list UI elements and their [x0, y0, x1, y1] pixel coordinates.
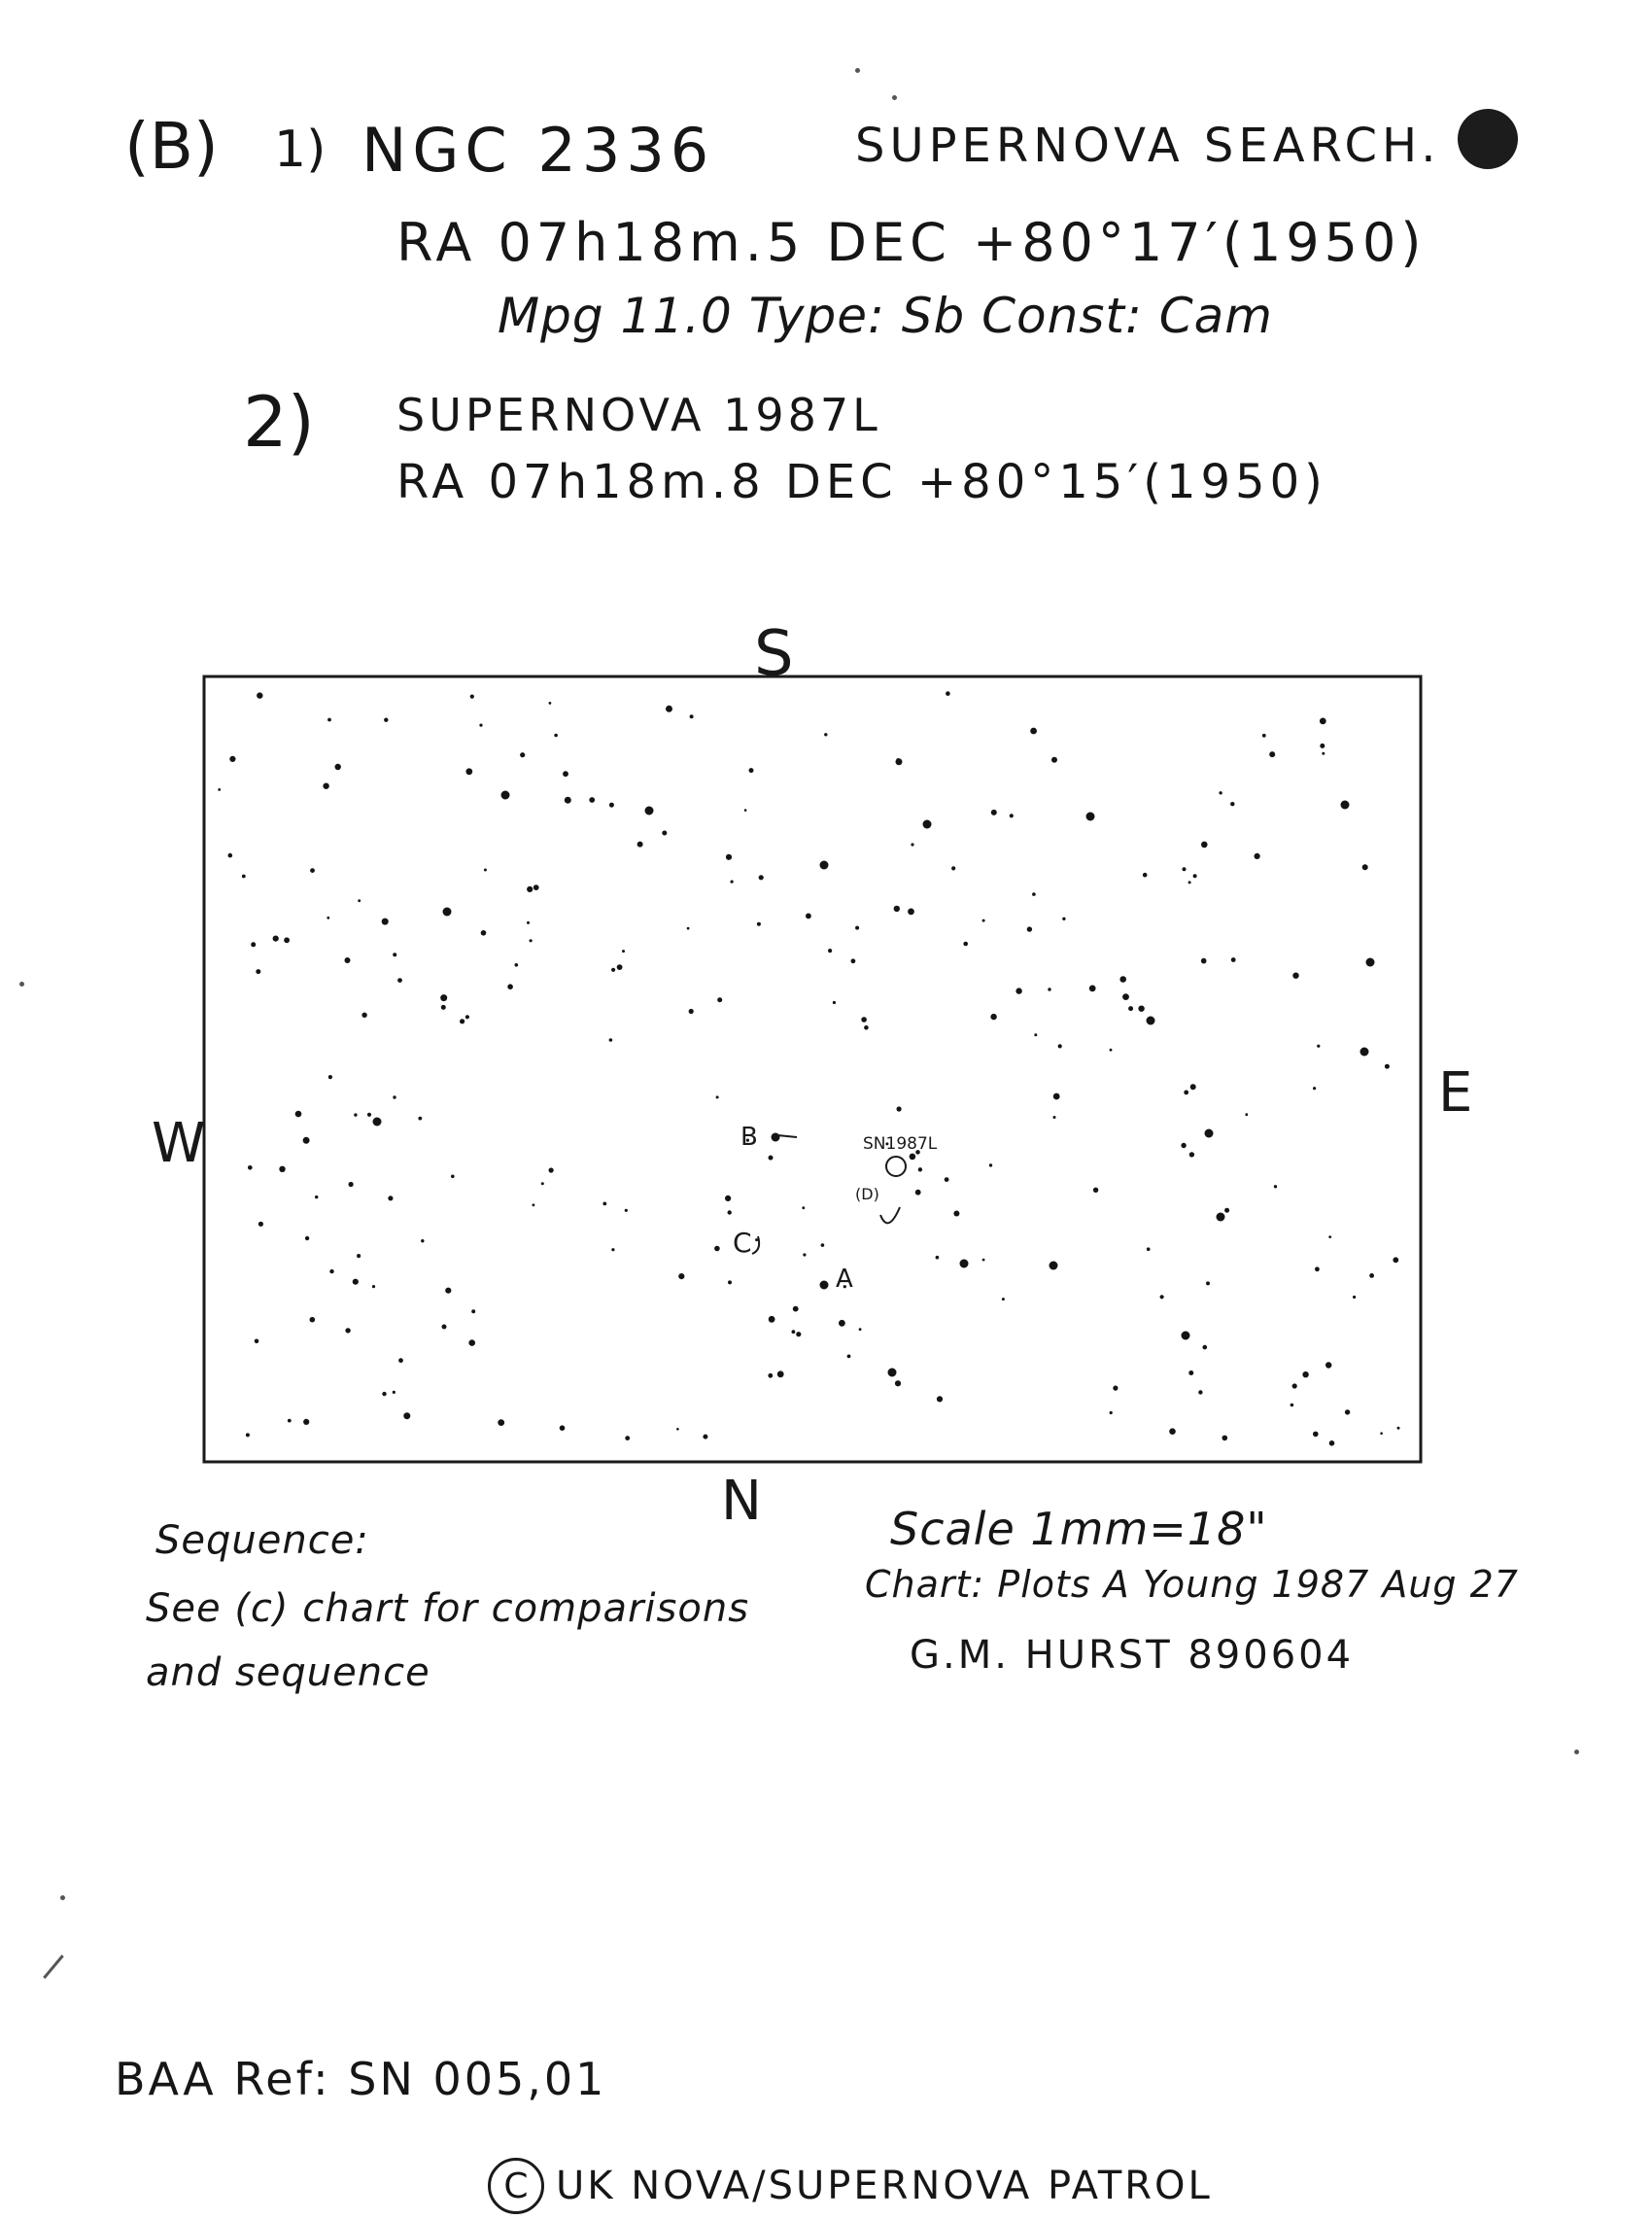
field-star: [565, 797, 571, 804]
field-star: [678, 1273, 684, 1279]
field-star: [793, 1306, 799, 1312]
field-star: [622, 950, 625, 953]
direction-east: E: [1438, 1061, 1473, 1125]
paper-speck: [892, 95, 897, 100]
direction-north: N: [721, 1470, 762, 1533]
field-star: [1320, 718, 1326, 725]
field-star: [533, 1203, 535, 1206]
field-star: [303, 1419, 309, 1425]
field-star: [328, 1075, 332, 1079]
star-a-label: A: [836, 1265, 853, 1294]
field-star: [527, 886, 533, 892]
supernova-marker: [886, 1157, 906, 1176]
field-star: [725, 1196, 731, 1201]
field-star: [335, 764, 341, 770]
object-coordinates: RA 07h18m.5 DEC +80°17′(1950): [396, 212, 1427, 273]
field-star: [918, 1167, 922, 1171]
field-star: [345, 1328, 350, 1333]
field-star: [1002, 1298, 1005, 1300]
field-star: [507, 984, 513, 989]
field-star: [1053, 1093, 1060, 1100]
paper-speck: [855, 68, 860, 73]
field-star: [1397, 1427, 1400, 1430]
field-star: [1128, 1006, 1133, 1011]
field-star: [310, 1317, 316, 1323]
supernova-galaxy-arc: [880, 1207, 900, 1223]
field-star: [806, 914, 811, 919]
field-star: [358, 899, 361, 902]
field-star: [403, 1412, 410, 1419]
field-star: [1160, 1295, 1164, 1299]
field-star: [625, 1436, 630, 1440]
field-star: [354, 1113, 357, 1116]
field-star: [327, 917, 329, 919]
field-star: [609, 803, 614, 808]
field-star: [855, 926, 859, 930]
field-star: [1201, 842, 1208, 849]
field-star: [460, 1019, 465, 1023]
field-star: [451, 1175, 455, 1179]
field-star: [749, 768, 754, 773]
field-star: [1320, 744, 1325, 748]
field-star: [1181, 1143, 1186, 1148]
field-star: [828, 949, 832, 953]
field-star: [563, 771, 568, 777]
item-2-number: 2): [243, 381, 315, 463]
field-star: [1292, 1383, 1297, 1388]
field-star: [1362, 864, 1368, 870]
field-star: [1245, 1113, 1248, 1116]
field-star: [398, 1358, 403, 1363]
field-star: [772, 1133, 780, 1142]
field-star: [1089, 986, 1096, 992]
field-star: [1058, 1044, 1062, 1048]
field-star: [1119, 976, 1126, 983]
paper-speck: [19, 982, 24, 987]
field-star: [1317, 1045, 1320, 1048]
field-star: [1184, 1091, 1188, 1095]
field-star: [820, 861, 829, 870]
field-star: [714, 1246, 720, 1252]
field-star: [471, 1309, 475, 1313]
field-star: [255, 1339, 259, 1344]
field-star: [549, 702, 552, 705]
field-star: [501, 791, 510, 800]
field-star: [1034, 1033, 1037, 1036]
field-star: [465, 1015, 469, 1019]
field-star: [279, 1166, 285, 1172]
field-star: [393, 1095, 396, 1098]
field-star: [1217, 1213, 1225, 1222]
field-star: [273, 936, 279, 942]
field-star: [915, 1190, 921, 1196]
field-star: [864, 1025, 869, 1030]
field-star: [1292, 973, 1298, 979]
field-star: [982, 1259, 985, 1262]
field-star: [689, 1009, 694, 1014]
field-star: [602, 1202, 606, 1206]
field-star: [1360, 1048, 1369, 1057]
field-star: [388, 1196, 393, 1200]
field-star: [1093, 1188, 1098, 1193]
sequence-title: Sequence:: [155, 1518, 369, 1563]
field-star: [303, 1137, 310, 1144]
field-star: [256, 969, 260, 974]
field-star: [676, 1428, 679, 1431]
field-star: [1122, 993, 1129, 1000]
sequence-markers: [733, 1123, 938, 1294]
field-star: [481, 930, 487, 936]
field-star: [248, 1165, 253, 1170]
field-star: [284, 937, 290, 943]
field-star: [757, 922, 761, 926]
field-stars: [218, 691, 1399, 1445]
sequence-text: See (c) chart for comparisons and sequence: [146, 1586, 750, 1695]
field-star: [541, 1182, 544, 1185]
field-star: [821, 1243, 825, 1247]
field-star: [329, 1269, 333, 1273]
star-c-label: C: [733, 1227, 752, 1259]
field-star: [1110, 1049, 1113, 1052]
field-star: [1262, 734, 1266, 738]
field-star: [859, 1328, 862, 1331]
pen-mark: [43, 1955, 64, 1979]
field-star: [690, 714, 694, 718]
field-star: [246, 1433, 250, 1437]
field-star: [1110, 1411, 1113, 1414]
field-star: [990, 1014, 996, 1020]
field-star: [1183, 867, 1187, 871]
field-star: [1205, 1129, 1214, 1138]
field-star: [393, 1391, 396, 1394]
field-star: [726, 854, 732, 860]
field-star: [611, 968, 615, 972]
field-star: [1113, 1386, 1118, 1391]
supernova-coordinates: RA 07h18m.8 DEC +80°15′(1950): [396, 455, 1327, 509]
field-star: [820, 1281, 829, 1290]
field-star: [1053, 1116, 1056, 1119]
field-star: [1328, 1235, 1331, 1238]
field-star: [1322, 752, 1325, 755]
field-star: [443, 908, 452, 917]
field-star: [484, 869, 487, 872]
field-star: [1313, 1432, 1319, 1438]
field-star: [1325, 1362, 1331, 1368]
field-star: [229, 756, 235, 762]
field-star: [1062, 918, 1065, 920]
field-star: [687, 927, 690, 930]
field-star: [372, 1285, 375, 1288]
field-star: [218, 788, 221, 791]
field-star: [310, 868, 315, 873]
field-star: [1188, 881, 1191, 884]
field-star: [888, 1369, 897, 1377]
field-star: [295, 1111, 302, 1118]
field-star: [345, 957, 351, 963]
field-star: [533, 884, 539, 890]
field-star: [1190, 1084, 1196, 1090]
chart-frame: [204, 676, 1421, 1462]
field-star: [589, 797, 595, 803]
field-star: [792, 1330, 796, 1334]
field-star: [349, 1182, 354, 1187]
field-star: [731, 881, 734, 884]
field-star: [315, 1196, 318, 1198]
field-star: [744, 809, 747, 812]
field-star: [1198, 1390, 1202, 1394]
field-star: [1027, 926, 1032, 931]
field-star: [1219, 791, 1222, 794]
field-star: [288, 1419, 292, 1423]
field-star: [769, 1156, 774, 1161]
star-b-pointer: [777, 1135, 797, 1137]
field-star: [802, 1206, 805, 1209]
galaxy-core-mark: (D): [855, 1185, 879, 1203]
patrol-name: UK NOVA/SUPERNOVA PATROL: [556, 2164, 1213, 2208]
field-star: [717, 997, 722, 1002]
field-star: [1231, 957, 1236, 962]
field-star: [1380, 1432, 1383, 1435]
field-star: [1255, 853, 1260, 859]
field-star: [1169, 1428, 1176, 1435]
field-star: [251, 942, 256, 947]
field-star: [1010, 814, 1014, 817]
field-star: [421, 1239, 424, 1242]
field-star: [520, 752, 525, 757]
field-star: [982, 919, 985, 922]
field-star: [991, 810, 997, 815]
field-star: [1369, 1273, 1374, 1278]
field-star: [1269, 751, 1275, 757]
field-star: [327, 718, 331, 722]
field-star: [1015, 988, 1021, 993]
field-star: [1222, 1436, 1228, 1441]
field-star: [1201, 958, 1207, 964]
field-star: [662, 831, 667, 836]
field-star: [937, 1396, 943, 1402]
field-star: [357, 1254, 361, 1258]
field-star: [418, 1117, 422, 1121]
field-star: [851, 958, 856, 963]
field-star: [1147, 1017, 1155, 1025]
field-star: [1313, 1087, 1316, 1090]
observer-signature: G.M. HURST 890604: [910, 1633, 1355, 1678]
field-star: [549, 1167, 554, 1172]
field-star: [498, 1419, 504, 1426]
direction-west: W: [152, 1112, 206, 1175]
field-star: [666, 706, 672, 712]
field-star: [617, 964, 623, 970]
field-star: [1341, 801, 1350, 810]
object-name: NGC 2336: [361, 115, 715, 186]
field-star: [323, 783, 328, 789]
section-label: (B): [124, 109, 219, 184]
supernova-label: SN1987L: [863, 1134, 938, 1154]
field-star: [527, 921, 530, 924]
field-star: [1230, 802, 1234, 806]
field-star: [1188, 1370, 1193, 1375]
field-star: [768, 1373, 773, 1378]
field-star: [1274, 1185, 1277, 1188]
field-star: [465, 768, 472, 775]
field-star: [1189, 1152, 1194, 1157]
field-star: [960, 1260, 969, 1268]
field-star: [1086, 813, 1095, 821]
field-star: [228, 853, 233, 858]
field-star: [989, 1163, 992, 1166]
field-star: [911, 843, 913, 846]
field-star: [1050, 1262, 1058, 1270]
field-star: [361, 1013, 366, 1018]
field-star: [305, 1236, 309, 1240]
field-star: [611, 1248, 614, 1251]
field-star: [1366, 958, 1375, 967]
direction-south: S: [754, 618, 794, 690]
field-star: [393, 953, 396, 956]
field-star: [1032, 892, 1036, 896]
chart-scale: Scale 1mm=18": [890, 1503, 1268, 1555]
baa-reference: BAA Ref: SN 005,01: [115, 2053, 607, 2105]
field-star: [637, 842, 643, 848]
field-star: [1302, 1371, 1308, 1377]
field-star: [257, 692, 262, 698]
field-star: [910, 1154, 916, 1161]
field-star: [1138, 1006, 1144, 1012]
copyright-icon: C: [488, 2158, 544, 2214]
field-star: [1393, 1257, 1398, 1263]
field-star: [824, 733, 827, 736]
object-info: Mpg 11.0 Type: Sb Const: Cam: [498, 288, 1273, 344]
field-star: [895, 1380, 901, 1386]
field-star: [953, 1211, 959, 1217]
field-star: [479, 724, 482, 727]
field-star: [609, 1038, 613, 1042]
field-star: [728, 1210, 732, 1214]
field-star: [367, 1113, 371, 1117]
field-star: [554, 734, 558, 738]
field-star: [1345, 1409, 1350, 1414]
field-star: [1224, 1208, 1229, 1213]
field-star: [1315, 1266, 1320, 1271]
field-star: [470, 695, 474, 699]
field-star: [728, 1280, 732, 1284]
field-star: [1291, 1404, 1294, 1407]
field-star: [963, 942, 968, 947]
field-star: [839, 1320, 845, 1327]
field-star: [759, 875, 764, 880]
field-star: [1193, 874, 1197, 878]
star-b-label: B: [740, 1123, 758, 1152]
field-star: [945, 1177, 949, 1182]
field-star: [861, 1017, 867, 1023]
field-star: [530, 939, 533, 942]
document-title: SUPERNOVA SEARCH.: [855, 119, 1441, 173]
field-star: [468, 1339, 475, 1346]
field-star: [397, 978, 402, 983]
supernova-name: SUPERNOVA 1987L: [396, 389, 881, 441]
field-star: [1051, 757, 1057, 763]
field-star: [1203, 1345, 1208, 1350]
field-star: [441, 1005, 446, 1010]
field-star: [384, 718, 388, 722]
field-star: [847, 1355, 851, 1359]
field-star: [625, 1209, 628, 1212]
field-star: [445, 1288, 451, 1294]
paper-speck: [60, 1895, 65, 1900]
field-star: [951, 866, 955, 870]
field-star: [1182, 1332, 1190, 1340]
field-star: [1030, 728, 1037, 735]
field-star: [1206, 1281, 1210, 1285]
field-star: [382, 919, 389, 925]
paper-speck: [1574, 1750, 1579, 1754]
copyright-line: [488, 2158, 1213, 2214]
field-star: [777, 1370, 784, 1377]
field-star: [716, 1095, 719, 1098]
field-star: [897, 1106, 902, 1111]
field-star: [373, 1118, 382, 1127]
chart-credit: Chart: Plots A Young 1987 Aug 27: [865, 1563, 1519, 1606]
field-star: [258, 1222, 263, 1227]
field-star: [382, 1392, 386, 1396]
field-star: [1048, 988, 1050, 990]
field-star: [936, 1256, 940, 1260]
field-star: [1385, 1064, 1390, 1069]
field-star: [896, 758, 903, 765]
field-star: [803, 1253, 806, 1256]
field-star: [908, 909, 914, 916]
field-star: [894, 906, 900, 912]
field-star: [442, 1325, 447, 1330]
field-star: [1329, 1440, 1335, 1446]
field-star: [515, 963, 519, 967]
field-star: [440, 994, 447, 1001]
punch-hole-dot: [1458, 109, 1518, 169]
field-star: [560, 1425, 566, 1431]
field-star: [923, 820, 932, 829]
field-star: [946, 691, 950, 696]
field-star: [1143, 873, 1148, 878]
field-star: [703, 1435, 707, 1439]
star-chart: [202, 675, 1423, 1468]
field-star: [1353, 1296, 1356, 1299]
field-star: [769, 1316, 775, 1323]
field-star: [833, 1001, 836, 1004]
item-1-number: 1): [274, 121, 327, 179]
field-star: [242, 875, 246, 879]
field-star: [1147, 1247, 1151, 1251]
field-star: [645, 807, 654, 815]
field-star: [353, 1279, 359, 1285]
field-star: [796, 1332, 801, 1336]
